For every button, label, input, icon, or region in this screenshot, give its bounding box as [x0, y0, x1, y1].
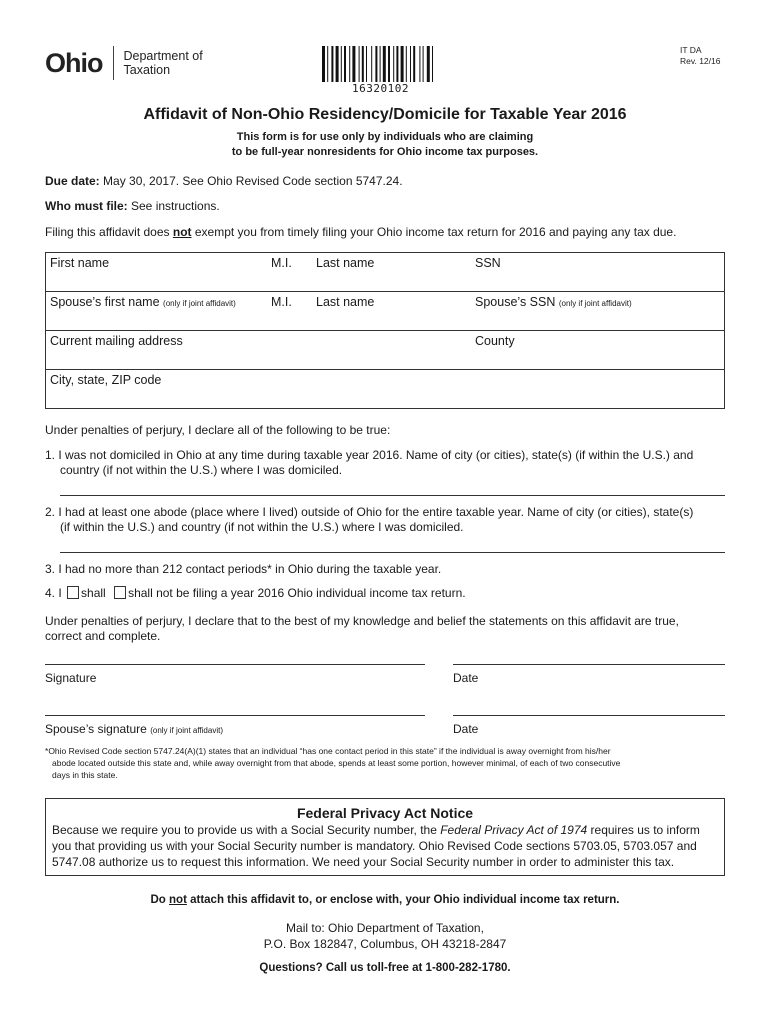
spouse-date-label: Date — [453, 722, 479, 736]
contact-period-footnote: *Ohio Revised Code section 5747.24(A)(1) states that an individual “has one contact period in this state” if the individual is away overnight from his/her abode located outside this state and, while away overnight from that abode, spends at least some portion, however minimal, of each of two consecutive days in this state. — [45, 746, 621, 780]
city-state-zip-field[interactable]: City, state, ZIP code — [50, 373, 162, 387]
domicile-answer-line[interactable] — [60, 495, 725, 496]
questions-phone: Questions? Call us toll-free at 1-800-282-1780. — [259, 962, 511, 974]
form-title: Affidavit of Non-Ohio Residency/Domicile for Taxable Year 2016 — [143, 106, 627, 123]
barcode-number: 16320102 — [352, 82, 409, 95]
statement-2: 2. I had at least one abode (place where I lived) outside of Ohio for the entire taxable year. Name of city (or cities), state(s) (if within the U.S.) and country (if not within the U.S.) where I was domiciled. — [45, 505, 694, 534]
mailing-address: Mail to: Ohio Department of Taxation, P.O. Box 182847, Columbus, OH 43218-2847 — [263, 921, 507, 951]
row-taxpayer-name — [46, 253, 724, 292]
county-field[interactable]: County — [475, 334, 515, 348]
privacy-heading: Federal Privacy Act Notice — [296, 805, 474, 821]
shall-not-checkbox[interactable] — [114, 586, 126, 599]
statement-1: 1. I was not domiciled in Ohio at any time during taxable year 2016. Name of city (or cities), state(s) (if within the U.S.) and country (if not within the U.S.) where I was domiciled. — [45, 448, 694, 477]
filing-note: Filing this affidavit does not exempt you from timely filing your Ohio income tax return for 2016 and paying any tax due. — [45, 225, 677, 239]
spouse-date-line[interactable] — [453, 715, 725, 716]
declaration-intro: Under penalties of perjury, I declare all of the following to be true: — [45, 423, 391, 437]
mi-field[interactable]: M.I. — [271, 256, 292, 270]
logo-word: Ohio — [45, 47, 103, 78]
date-label: Date — [453, 671, 479, 685]
perjury-statement: Under penalties of perjury, I declare that to the best of my knowledge and belief the statements on this affidavit are true, correct and complete. — [45, 614, 679, 643]
spouse-first-name-field[interactable]: Spouse’s first name (only if joint affidavit) — [50, 295, 236, 309]
row-address — [46, 331, 724, 370]
spouse-ssn-field[interactable]: Spouse’s SSN (only if joint affidavit) — [475, 295, 632, 309]
privacy-notice-box — [45, 798, 725, 876]
row-city — [46, 370, 724, 409]
spouse-mi-field[interactable]: M.I. — [271, 295, 292, 309]
last-name-field[interactable]: Last name — [316, 256, 375, 270]
who-must-file: Who must file: See instructions. — [45, 199, 220, 213]
form-revision: Rev. 12/16 — [680, 56, 721, 66]
statement-3: 3. I had no more than 212 contact periods* in Ohio during the taxable year. — [45, 562, 442, 576]
shall-checkbox[interactable] — [67, 586, 79, 599]
department-name: Department of Taxation — [123, 49, 203, 77]
date-line[interactable] — [453, 664, 725, 665]
form-id — [680, 45, 720, 67]
mailing-address-field[interactable]: Current mailing address — [50, 334, 183, 348]
logo-divider — [113, 46, 114, 80]
ssn-field[interactable]: SSN — [475, 256, 501, 270]
taxpayer-info-box — [45, 252, 725, 409]
privacy-text: Because we require you to provide us with a Social Security number, the Federal Privacy Act of 1974 requires us to inform you that providing us with your Social Security number is mandatory. Ohio Revised Code sections 5703.05, 5703.057 and 5747.08 authorize us to request this information. We need your Social Security number in order to administer this tax. — [52, 823, 700, 869]
form-subtitle: This form is for use only by individuals who are claiming to be full-year nonresidents for Ohio income tax purposes. — [231, 131, 539, 158]
statement-4: 4. I shall shall not be filing a year 2016 Ohio individual income tax return. — [45, 586, 466, 600]
abode-answer-line[interactable] — [60, 552, 725, 553]
first-name-field[interactable]: First name — [50, 256, 110, 270]
spouse-signature-line[interactable] — [45, 715, 425, 716]
ohio-logo — [45, 44, 203, 82]
signature-line[interactable] — [45, 664, 425, 665]
spouse-signature-label: Spouse’s signature (only if joint affidavit) — [45, 722, 223, 736]
due-date: Due date: May 30, 2017. See Ohio Revised Code section 5747.24. — [45, 174, 403, 188]
attach-warning: Do not attach this affidavit to, or enclose with, your Ohio individual income tax return. — [150, 894, 620, 906]
row-spouse-name — [46, 292, 724, 331]
barcode — [322, 46, 464, 82]
signature-label: Signature — [45, 671, 97, 685]
form-code: IT DA — [680, 45, 702, 55]
spouse-last-name-field[interactable]: Last name — [316, 295, 375, 309]
